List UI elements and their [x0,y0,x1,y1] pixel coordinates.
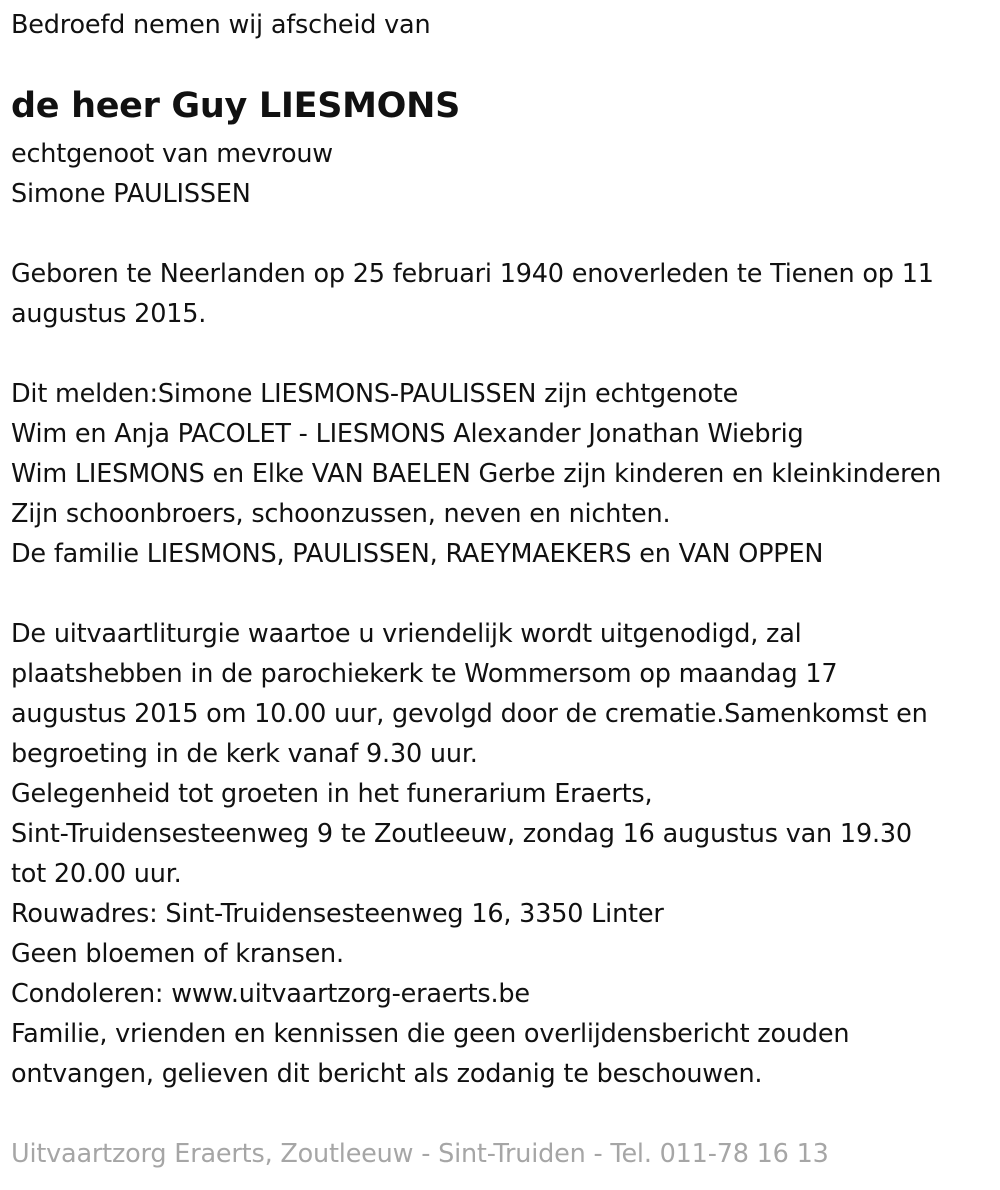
funeral-detail-line: augustus 2015 om 10.00 uur, gevolgd door de crematie.Samenkomst en [11,699,928,729]
funeral-details-section [11,614,928,1094]
funeral-detail-line: tot 20.00 uur. [11,859,182,889]
spouse-line: Simone PAULISSEN [11,179,251,209]
condolence-website-line: Condoleren: www.uitvaartzorg-eraerts.be [11,979,530,1009]
family-line: Zijn schoonbroers, schoonzussen, neven en nichten. [11,499,671,529]
birth-death-section [11,254,934,334]
funeral-detail-line: begroeting in de kerk vanaf 9.30 uur. [11,739,478,769]
family-line: De familie LIESMONS, PAULISSEN, RAEYMAEKERS en VAN OPPEN [11,539,824,569]
funeral-detail-line: ontvangen, gelieven dit bericht als zodanig te beschouwen. [11,1059,763,1089]
intro-text: Bedroefd nemen wij afscheid van [11,10,431,40]
birth-death-line: Geboren te Neerlanden op 25 februari 1940 enoverleden te Tienen op 11 [11,259,934,289]
family-line: Dit melden:Simone LIESMONS-PAULISSEN zijn echtgenote [11,379,739,409]
spouse-line: echtgenoot van mevrouw [11,139,333,169]
family-section [11,374,941,574]
birth-death-line: augustus 2015. [11,299,207,329]
funeral-detail-line: Gelegenheid tot groeten in het funerarium Eraerts, [11,779,653,809]
deceased-name: de heer Guy LIESMONS [11,86,460,126]
funeral-detail-line: plaatshebben in de parochiekerk te Wommersom op maandag 17 [11,659,838,689]
family-line: Wim LIESMONS en Elke VAN BAELEN Gerbe zijn kinderen en kleinkinderen [11,459,942,489]
mourning-address-line: Rouwadres: Sint-Truidensesteenweg 16, 3350 Linter [11,899,664,929]
family-line: Wim en Anja PACOLET - LIESMONS Alexander Jonathan Wiebrig [11,419,804,449]
funeral-detail-line: Sint-Truidensesteenweg 9 te Zoutleeuw, zondag 16 augustus van 19.30 [11,819,912,849]
funeral-detail-line: Familie, vrienden en kennissen die geen overlijdensbericht zouden [11,1019,850,1049]
spouse-section [11,134,333,214]
no-flowers-line: Geen bloemen of kransen. [11,939,344,969]
funeral-detail-line: De uitvaartliturgie waartoe u vriendelijk wordt uitgenodigd, zal [11,619,802,649]
funeral-home-footer: Uitvaartzorg Eraerts, Zoutleeuw - Sint-Truiden - Tel. 011-78 16 13 [11,1139,829,1169]
